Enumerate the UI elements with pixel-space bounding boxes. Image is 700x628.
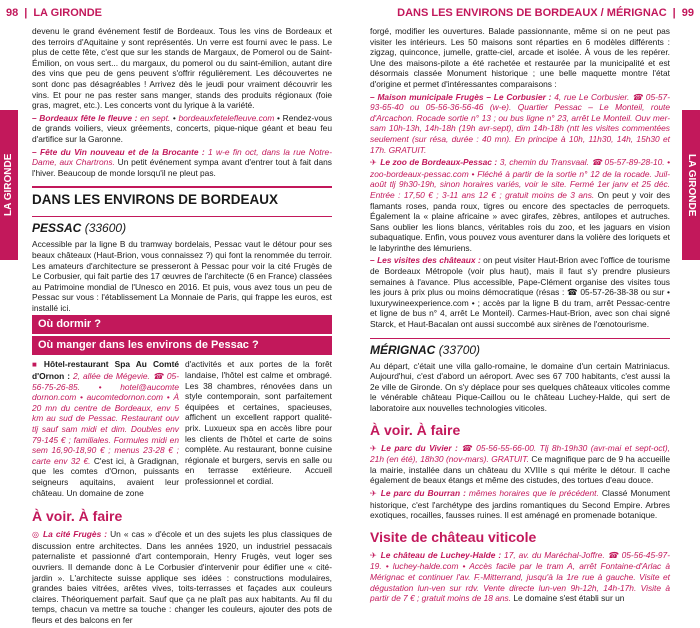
zoo-entry: ✈ Le zoo de Bordeaux-Pessac : 3, chemin du Transvaal. ☎ 05-57-89-28-10. • zoo-bordeaux-pessac.com • Fléché à partir de la sortie n° 12 de la rocade. Juil-août tlj 9h30-19h, sinon horaires variés, voir le site. Fermé 1er janv et 25 déc. Entrée : 17,50 € ; 3-11 ans 12 € ; gratuit moins de 3 ans. On peut y voir des flamants roses, panda roux, tigres ou encore des spectacles de perroquets. Également la « plaine africaine » avec girafes, zèbres, antilopes et autruches. Sans oublier les lions blancs, véritables rois du zoo, et les jaguars en vision subaquatique. Enfin, vous pouvez vous aventurer dans la volière des loriquets et le labyrinthe des lémuriens. xyxy=(370,157,671,253)
city-heading-merignac: MÉRIGNAC (33700) xyxy=(370,338,670,357)
right-running-title: DANS LES ENVIRONS DE BORDEAUX / MÉRIGNAC xyxy=(397,7,667,19)
hotel-description: d'activités et aux portes de la forêt landaise, l'hôtel est calme et ombragé. Les 38 chambres, rénovées dans un style contemporain, sont parfaitement équipées et certaines, spacieuses, affichent un excellent rapport qualité-prix. Luxueux spa en accès libre pour les clients de l'hôtel et carte de soins complète. Au restaurant, bonne cuisine régionale et burgers, servis en salle ou en terrasse extérieure. Accueil professionnel et cordial. xyxy=(185,359,332,486)
voir-faire-title-left: À voir. À faire xyxy=(32,508,123,525)
unesco-icon: ◎ xyxy=(32,530,39,540)
hotel-column-1 xyxy=(32,359,179,500)
visites-entry: – Les visites des châteaux : on peut visiter Haut-Brion avec l'office de tourisme de Bordeaux Métropole (voir plus haut), mais il faut s'y prendre plusieurs semaines à l'avance. Plus accessible, Pape-Clément organise des visites tous les jours à prix plus ou moins démocratique (résas : ☎ 05-57-26-38-38 ou sur • luxurywineexperience.com • ; accès par la ligne B du tram, arrêt Pessac-centre et ligne de bus n° 4, arrêt Le Monteil). Carmes-Haut-Brion, avec son chai signé Starck, et Haut-Bacalan ont aussi succombé aux sirènes de l'œnotourisme. xyxy=(370,255,671,330)
kid-icon: ✈ xyxy=(370,550,377,560)
left-page-header: 98 | LA GIRONDE xyxy=(6,7,102,19)
box-ou-dormir: Où dormir ? xyxy=(32,315,332,334)
bourran-entry: ✈ Le parc du Bourran : mêmes horaires que le précédent. Classé Monument historique, c'est l'archétype des jardins romantiques du Second Empire. Arbres exotiques, rocailles, fausses ruines. Il est aménagé en promenade botanique. xyxy=(370,487,671,521)
box-ou-manger: Où manger dans les environs de Pessac ? xyxy=(32,336,332,355)
kid-icon: ✈ xyxy=(370,158,377,168)
right-page-header: DANS LES ENVIRONS DE BORDEAUX / MÉRIGNAC | 99 xyxy=(397,7,694,19)
hotel-two-column xyxy=(32,359,332,500)
vivier-entry: ✈ Le parc du Vivier : ☎ 05-56-55-66-00. Tlj 8h-19h30 (avr-mai et sept-oct), 21h (en été), 18h30 (nov-mars). GRATUIT. Ce magnifique parc de 9 ha accueille la mairie, installée dans un château du XVIIIe s qui mérite le détour. Il cache également de beaux étangs et même des cistudes, des tortues d'eau douce. xyxy=(370,442,670,486)
fruges-continued: forgé, modifier les ouvertures. Balade passionnante, même si on ne peut pas visiter les intérieurs. Les 50 maisons sont réparties en 6 modèles différents : zigzag, quinconce, jumelle, gratte-ciel, arcade et isolée. À vous de les repérer. Une des maisons-pilote a été rachetée et restaurée par la municipalité et est désormais classée Monument historique ; une belle maquette montre l'état d'origine et permet d'intéressantes comparaisons : xyxy=(370,26,670,89)
merignac-paragraph: Au départ, c'était une villa gallo-romaine, le domaine d'un certain Matriniacus. Aujourd'hui, c'est d'abord un aéroport. Avec ses 67 700 habitants, c'est aussi la 2e ville de Gironde. On s'y déplace pour ses quelques châteaux viticoles comme le vénérable château Pique-Caillou ou le château Luchey-Halde, qui sert de laboratoire aux nouvelles technologies viticoles. xyxy=(370,360,670,413)
pessac-paragraph: Accessible par la ligne B du tramway bordelais, Pessac vaut le détour pour ses beaux châteaux (Haut-Brion, vous connaissez ?) qui font la renommée du terroir. Les amateurs d'architecture se presseront à Pessac pour voir la cité Frugès de Le Corbusier, qui fait partie des 17 œuvres de l'architecte (6 en France) classées au Patrimoine mondial de l'Unesco en 2016. Et puis, vous avez tous un peu de Pessac sur vous : l'établissement La Monnaie de Paris, qui frappe les euros, est installé ici. xyxy=(32,239,332,313)
right-side-tab: LA GIRONDE xyxy=(682,110,700,260)
intro-paragraph: devenu le grand événement festif de Bordeaux. Tous les vins de Bordeaux et des terroirs d'Aquitaine y sont représentés. Un verre est fourni avec le pass. Le plus de cette fête, c'est que sur les stands de Margaux, de Pomerol ou de Saint-Émilion, on vous sert... du margaux, du pomerol ou du saint-émilion, autant dire des vins que peu de gens peuvent s'offrir régulièrement. Les découvertes ne sont donc pas désagréables ! Arrivez dès le jeudi pour vraiment découvrir les vins. Et pour ne pas rester sans manger, stands des produits régionaux (foie gras, magret, etc.). Les concerts vont du lyrique à la variété. xyxy=(32,26,332,111)
maison-entry: – Maison municipale Frugès – Le Corbusier : 4, rue Le Corbusier. ☎ 05-57-93-65-40 ou 05-56-36-56-46 (w-e). Quartier Pessac – Le Monteil, route d'Arcachon. Rocade sortie n° 13 ; ou bus ligne n° 23, arrêt Le Monteil. Ouv mer-sam 10h-13h, 14h-18h (19h avr-sept), dim 14h-18h (ntt les visites commentées seulement (sur résa, durée : 40 mn). En principe à 10h, 11h30, 14h, 15h30 et 17h. GRATUIT. xyxy=(370,91,670,155)
voir-faire-title-right: À voir. À faire xyxy=(370,421,461,438)
kid-icon: ✈ xyxy=(370,488,377,498)
section-title: DANS LES ENVIRONS DE BORDEAUX xyxy=(32,186,332,208)
right-column xyxy=(370,26,670,606)
fruges-entry: ◎ La cité Frugès : Un « cas » d'école et un des sujets les plus classiques de discussion entre architectes. Dans les années 1920, un industriel pessacais paternaliste et passionné d'art contemporain, Henry Frugès, veut loger ses ouvriers. Il demande donc à Le Corbusier d'intervenir pour édifier une « cité-jardin ». L'architecte suisse applique ses idées : constructions modulaires, grandes baies vitrées, arêtes vives, toits-terrasses et façades aux couleurs claires. Théoriquement parfait. Sauf que ça ne plaît pas aux habitants. Au fil du temps, chacun va mettre sa touche : changer les couleurs, ajouter des pots de fleurs et des balcons en fer xyxy=(32,529,333,625)
left-column xyxy=(32,26,332,628)
kid-icon: ✈ xyxy=(370,443,377,453)
city-heading-pessac: PESSAC (33600) xyxy=(32,216,332,235)
left-running-title: LA GIRONDE xyxy=(33,7,102,19)
fleuve-entry: – Bordeaux fête le fleuve : en sept. • bordeauxfetelefleuve.com • Rendez-vous de grands voiliers, vieux gréements, concerts, pique-nique géant et beau feu d'artifice sur la Garonne. xyxy=(32,112,333,144)
left-page-number: 98 xyxy=(6,7,19,19)
vin-entry: – Fête du Vin nouveau et de la Brocante : 1 w-e fin oct, dans la rue Notre-Dame, aux Chartrons. Un petit événement sympa avant d'entrer tout à fait dans l'hiver. Beaucoup de monde lorsqu'il ne pleut pas. xyxy=(32,146,332,178)
left-side-tab: LA GIRONDE xyxy=(0,110,18,260)
hotel-column-2 xyxy=(185,359,332,500)
visite-chateau-title: Visite de château viticole xyxy=(370,528,537,545)
bed-icon: ■ xyxy=(32,360,37,370)
right-page-number: 99 xyxy=(681,7,694,19)
luchey-entry: ✈ Le château de Luchey-Halde : 17, av. du Maréchal-Joffre. ☎ 05-56-45-97-19. • luchey-halde.com • Accès facile par le tram A, arrêt Fontaine-d'Arlac à Mérignac et continuer l'av. F.-Mitterrand, jusqu'à la 1re rue à gauche. Visite et dégustation lun-ven sur rdv. Vente directe lun-ven 9h-12h, 14h-17h. Visite à partir de 7 € ; gratuit moins de 18 ans. Le domaine s'est établi sur un xyxy=(370,549,671,604)
hotel-entry: ■ Hôtel-restaurant Spa Au Comté d'Ornon : 2, allée de Mégevie. ☎ 05-56-75-26-85. • hotel@aucomte dornon.com • aucomtedornon.com • À 20 mn du centre de Bordeaux, env 5 km au sud de Pessac. Restaurant ouv tlj sauf sam midi et dim. Doubles env 79-145 € ; familiales. Formules midi en sem 16,90-18,90 € ; menus 23-28 € ; carte env 32 €. C'est ici, à Gradignan, que les comtes d'Ornon, puissants seigneurs aquitains, avaient leur château. Un domaine de zone xyxy=(32,359,180,498)
